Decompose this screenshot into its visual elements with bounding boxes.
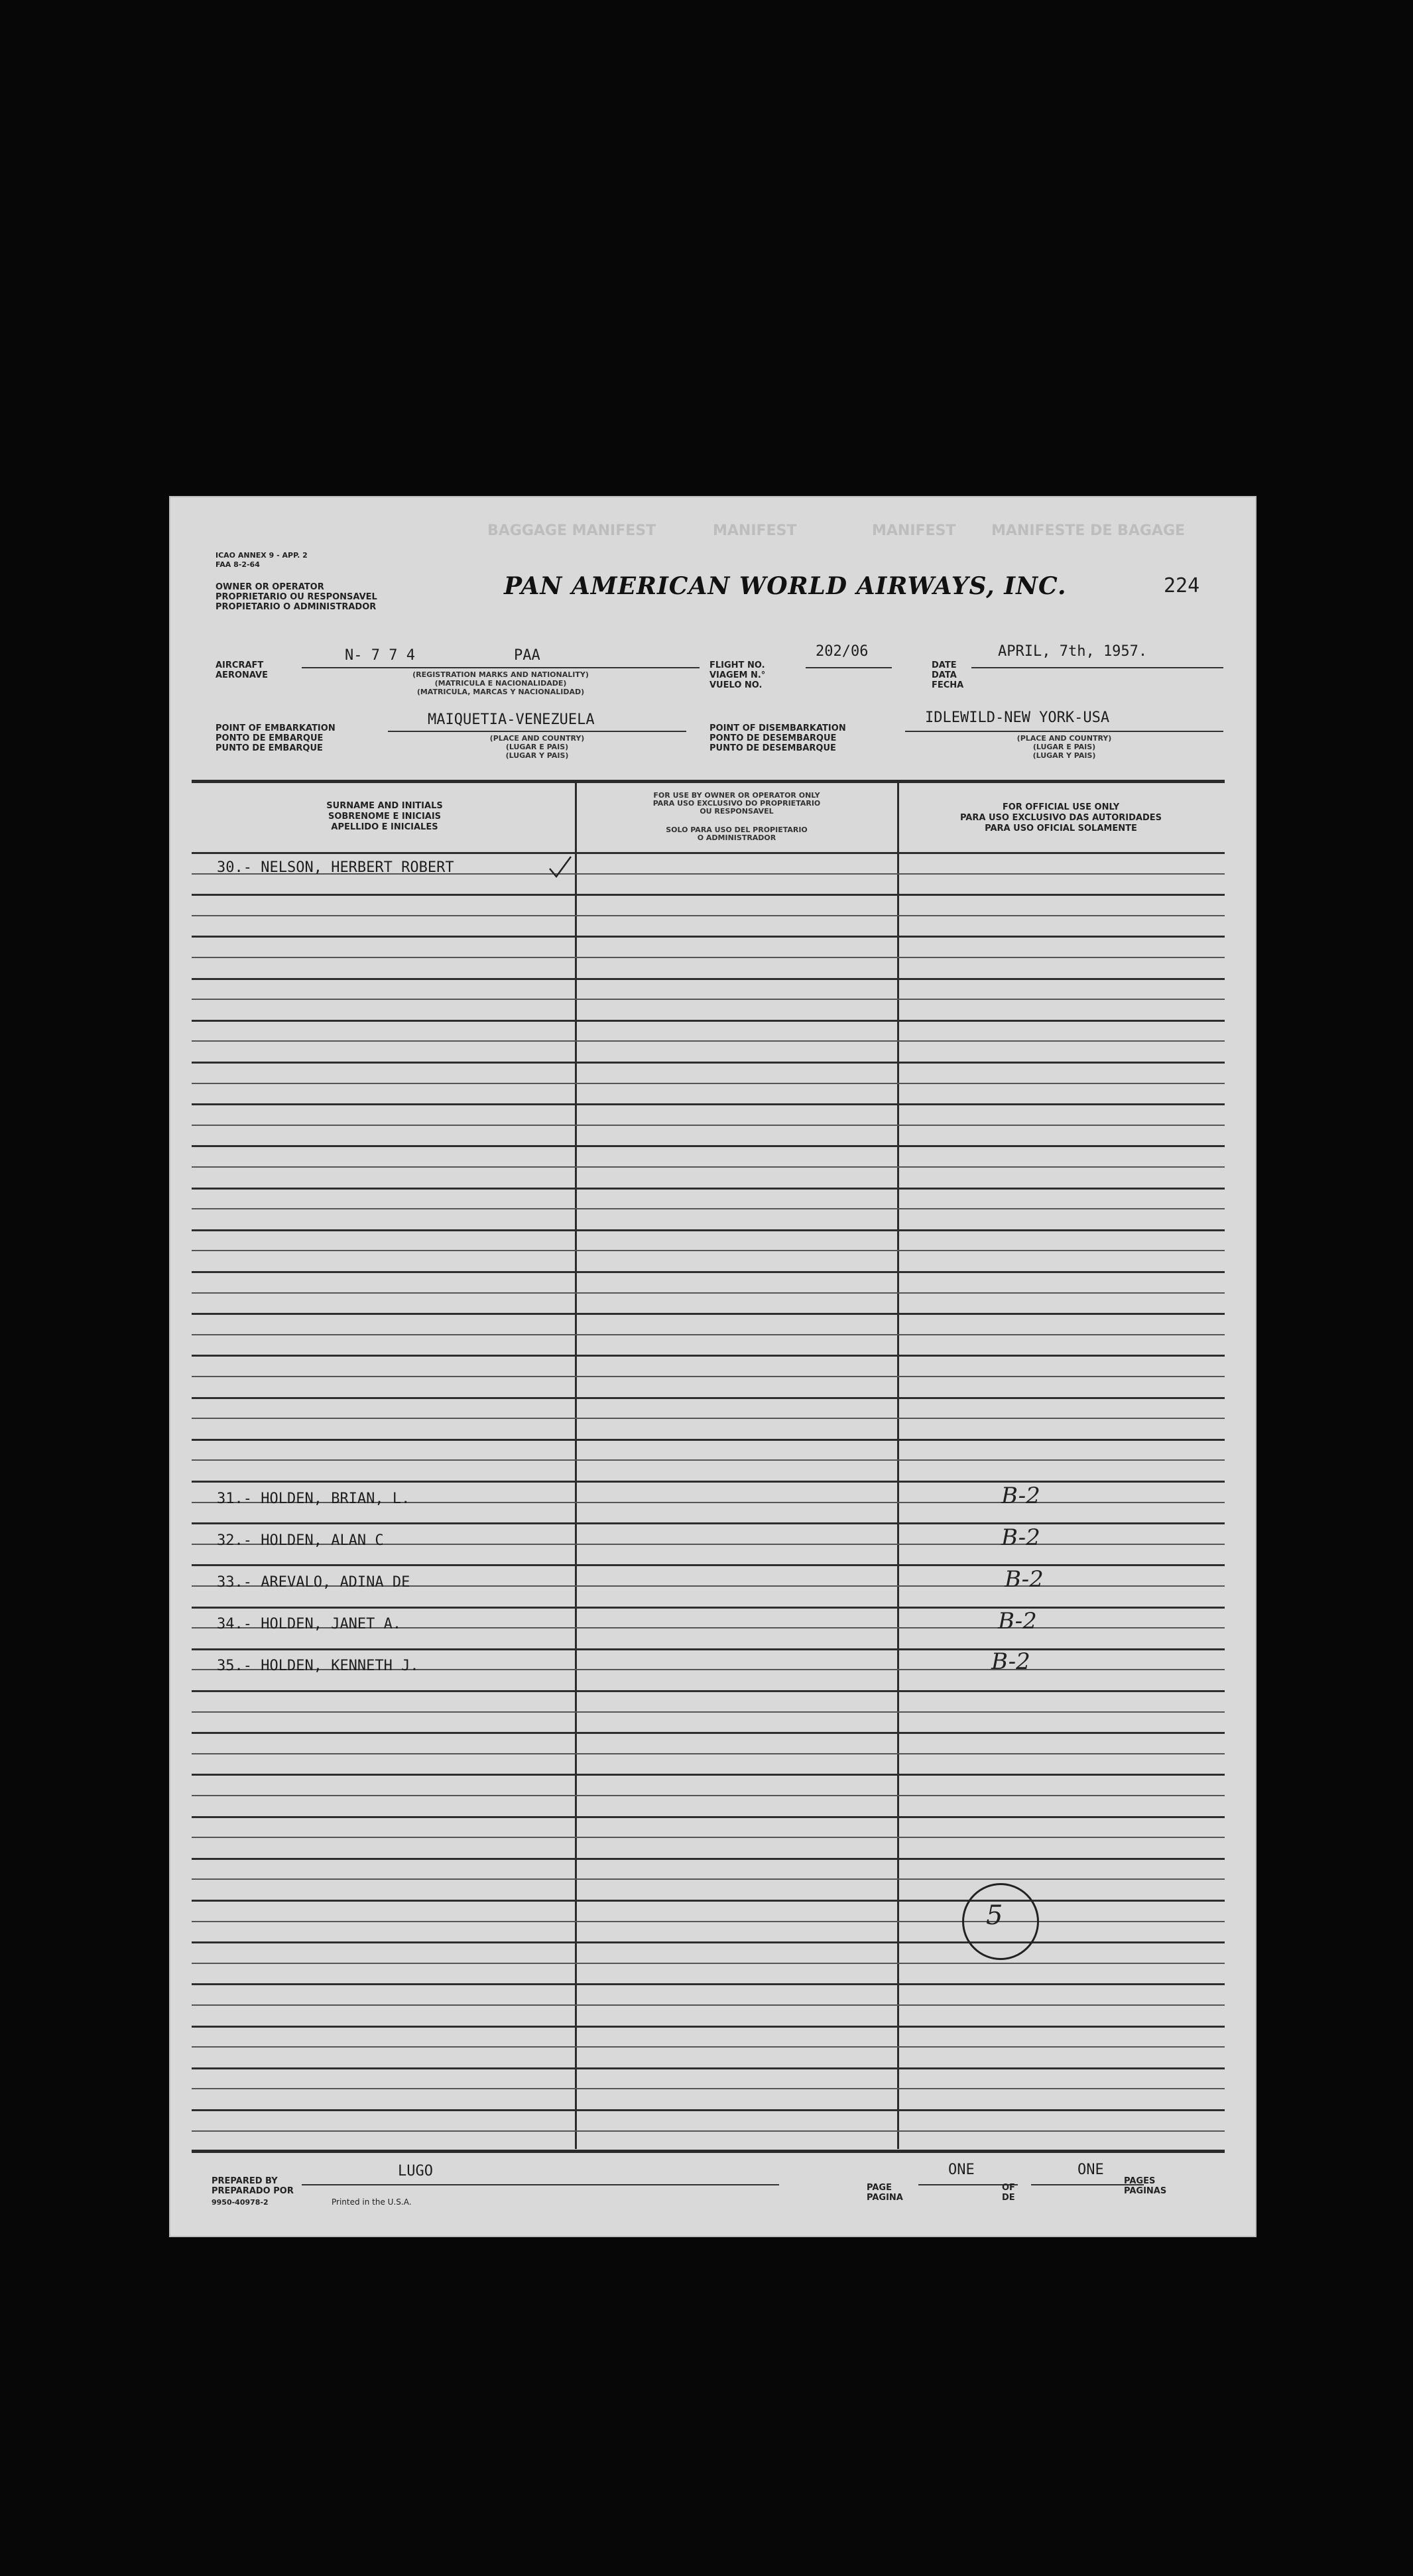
col3-header: PARA USO OFICIAL SOLAMENTE <box>985 824 1137 833</box>
ruled-line <box>192 1858 1225 1860</box>
ruled-line <box>192 1564 1225 1566</box>
ruled-line <box>192 2109 1225 2111</box>
col1-header: SURNAME AND INITIALS <box>326 801 443 811</box>
ruled-line <box>192 978 1225 980</box>
flight-label: FLIGHT NO. <box>709 660 765 670</box>
ruled-line <box>192 1459 1225 1461</box>
passenger-number: 32.- <box>217 1532 252 1549</box>
of-label: OF <box>1002 2183 1015 2193</box>
faint-label: BAGGAGE MANIFEST <box>487 522 656 539</box>
aircraft-sub: (MATRICULA E NACIONALIDADE) <box>434 679 567 688</box>
embarkation-underline <box>388 731 686 732</box>
ruled-line <box>192 1040 1225 1042</box>
date-underline <box>971 667 1223 668</box>
disembarkation-sub: (LUGAR E PAIS) <box>1032 743 1096 751</box>
ruled-line <box>192 2088 1225 2089</box>
annex-line: FAA 8-2-64 <box>215 560 260 569</box>
passenger-name: HOLDEN, BRIAN, L. <box>261 1491 410 1507</box>
embarkation-sub: (PLACE AND COUNTRY) <box>489 734 585 743</box>
ruled-line <box>192 1166 1225 1168</box>
ruled-line <box>192 1397 1225 1399</box>
owner-label: PROPIETARIO O ADMINISTRADOR <box>215 602 377 612</box>
ruled-line <box>192 1334 1225 1335</box>
annex-line: ICAO ANNEX 9 - APP. 2 <box>215 551 308 560</box>
ruled-line <box>192 1292 1225 1294</box>
passenger-name: HOLDEN, JANET A. <box>261 1616 402 1632</box>
table-bottom-rule <box>192 2150 1225 2153</box>
prepared-underline <box>302 2184 779 2185</box>
ruled-line <box>192 1125 1225 1126</box>
form-code: 9950-40978-2 <box>212 2198 269 2207</box>
column-divider <box>897 783 899 2149</box>
ruled-line <box>192 1900 1225 1902</box>
aircraft-sub: (REGISTRATION MARKS AND NATIONALITY) <box>412 670 589 679</box>
prepared-label: PREPARED BY <box>212 2176 278 2186</box>
of-label: DE <box>1002 2193 1015 2203</box>
faint-label: MANIFEST <box>713 522 797 539</box>
disembarkation-sub: (LUGAR Y PAIS) <box>1032 751 1096 760</box>
date-value: APRIL, 7th, 1957. <box>998 643 1148 660</box>
passenger-row-34 <box>217 1616 401 1632</box>
ruled-line <box>192 1522 1225 1524</box>
ruled-line <box>192 2046 1225 2048</box>
ruled-line <box>192 1774 1225 1776</box>
ruled-line <box>192 1271 1225 1273</box>
disembarkation-label: PUNTO DE DESEMBARQUE <box>709 743 836 753</box>
col2-header: FOR USE BY OWNER OR OPERATOR ONLY <box>653 791 820 800</box>
ruled-line <box>192 1313 1225 1315</box>
embarkation-sub: (LUGAR E PAIS) <box>505 743 569 751</box>
table-top-rule <box>192 780 1225 783</box>
passenger-number: 35.- <box>217 1658 252 1674</box>
ruled-line <box>192 1732 1225 1734</box>
passenger-name: NELSON, HERBERT ROBERT <box>261 859 454 876</box>
ruled-line <box>192 1711 1225 1713</box>
date-label: DATA <box>932 670 957 680</box>
ruled-line <box>192 1418 1225 1419</box>
faint-label: MANIFESTE DE BAGAGE <box>991 522 1186 539</box>
visa-mark: B-2 <box>1005 1566 1044 1593</box>
ruled-line <box>192 1983 1225 1985</box>
ruled-line <box>192 1250 1225 1251</box>
ruled-line <box>192 2130 1225 2132</box>
passenger-number: 30.- <box>217 859 252 876</box>
prepared-by-value: LUGO <box>398 2163 433 2179</box>
page-label: PAGE <box>867 2183 892 2193</box>
ruled-line <box>192 1607 1225 1609</box>
ruled-line <box>192 894 1225 896</box>
passenger-name: HOLDEN, ALAN C <box>261 1532 384 1549</box>
ruled-line <box>192 1921 1225 1922</box>
ruled-line <box>192 2004 1225 2006</box>
ruled-line <box>192 2026 1225 2028</box>
page-number: 224 <box>1164 574 1200 597</box>
col1-header: SOBRENOME E INICIAIS <box>328 812 442 822</box>
passenger-row-35 <box>217 1658 419 1674</box>
faint-label: MANIFEST <box>872 522 956 539</box>
aircraft-label: AERONAVE <box>215 670 269 680</box>
embarkation-label: POINT OF EMBARKATION <box>215 723 336 733</box>
disembarkation-value: IDLEWILD-NEW YORK-USA <box>925 709 1110 726</box>
passenger-row-31 <box>217 1491 410 1507</box>
manifest-page <box>169 496 1257 2237</box>
ruled-line <box>192 1753 1225 1754</box>
passenger-row-30 <box>217 859 454 876</box>
owner-label: OWNER OR OPERATOR <box>215 582 324 592</box>
pages-label: PAGINAS <box>1124 2186 1167 2196</box>
ruled-line <box>192 1648 1225 1650</box>
ruled-line <box>192 1145 1225 1147</box>
col2-header: O ADMINISTRADOR <box>697 833 776 842</box>
owner-label: PROPRIETARIO OU RESPONSAVEL <box>215 592 377 602</box>
ruled-line <box>192 1439 1225 1441</box>
ruled-line <box>192 957 1225 958</box>
check-mark-icon <box>547 854 574 881</box>
circled-count: 5 <box>986 1900 1003 1931</box>
col2-header: OU RESPONSAVEL <box>700 807 774 816</box>
ruled-line <box>192 852 1225 854</box>
pages-label: PAGES <box>1124 2176 1156 2186</box>
registration-value: N- 7 7 4 <box>345 647 415 664</box>
flight-label: VUELO NO. <box>709 680 763 690</box>
passenger-number: 33.- <box>217 1574 252 1591</box>
disembarkation-label: POINT OF DISEMBARKATION <box>709 723 846 733</box>
ruled-line <box>192 1878 1225 1880</box>
ruled-line <box>192 2067 1225 2069</box>
column-divider <box>575 783 577 2149</box>
embarkation-label: PONTO DE EMBARQUE <box>215 733 324 743</box>
visa-mark: B-2 <box>1001 1483 1040 1509</box>
embarkation-sub: (LUGAR Y PAIS) <box>505 751 569 760</box>
passenger-row-32 <box>217 1532 384 1549</box>
ruled-line <box>192 1208 1225 1209</box>
ruled-line <box>192 915 1225 916</box>
ruled-line <box>192 1376 1225 1377</box>
ruled-line <box>192 1062 1225 1064</box>
ruled-line <box>192 1481 1225 1483</box>
disembarkation-underline <box>905 731 1223 732</box>
ruled-line <box>192 1083 1225 1084</box>
ruled-line <box>192 1963 1225 1964</box>
aircraft-sub: (MATRICULA, MARCAS Y NACIONALIDAD) <box>416 688 585 696</box>
prepared-label: PREPARADO POR <box>212 2186 294 2196</box>
col3-header: FOR OFFICIAL USE ONLY <box>1002 802 1120 812</box>
pages-total-value: ONE <box>1077 2162 1104 2178</box>
aircraft-label: AIRCRAFT <box>215 660 264 670</box>
ruled-line <box>192 999 1225 1000</box>
ruled-line <box>192 1795 1225 1796</box>
col1-header: APELLIDO E INICIALES <box>331 822 438 832</box>
disembarkation-label: PONTO DE DESEMBARQUE <box>709 733 837 743</box>
aircraft-underline <box>302 667 700 668</box>
flight-label: VIAGEM N.° <box>709 670 766 680</box>
embarkation-value: MAIQUETIA-VENEZUELA <box>428 711 595 728</box>
col3-header: PARA USO EXCLUSIVO DAS AUTORIDADES <box>959 813 1162 823</box>
visa-mark: B-2 <box>1001 1524 1040 1551</box>
ruled-line <box>192 1690 1225 1692</box>
flight-number: 202/06 <box>816 643 869 660</box>
ruled-line <box>192 936 1225 938</box>
visa-mark: B-2 <box>998 1608 1037 1634</box>
page-of-value: ONE <box>948 2162 975 2178</box>
visa-mark: B-2 <box>991 1648 1030 1675</box>
date-label: FECHA <box>932 680 964 690</box>
date-label: DATE <box>932 660 957 670</box>
passenger-number: 31.- <box>217 1491 252 1507</box>
embarkation-label: PUNTO DE EMBARQUE <box>215 743 323 753</box>
ruled-line <box>192 1103 1225 1105</box>
disembarkation-sub: (PLACE AND COUNTRY) <box>1016 734 1112 743</box>
page-label: PAGINA <box>867 2193 903 2203</box>
col2-header: SOLO PARA USO DEL PROPIETARIO <box>666 826 808 834</box>
ruled-line <box>192 1020 1225 1022</box>
passenger-name: HOLDEN, KENNETH J. <box>261 1658 419 1674</box>
nationality-value: PAA <box>514 647 540 664</box>
ruled-line <box>192 1837 1225 1838</box>
col2-header: PARA USO EXCLUSIVO DO PROPRIETARIO <box>652 799 821 808</box>
passenger-number: 34.- <box>217 1616 252 1632</box>
flight-underline <box>806 667 892 668</box>
ruled-line <box>192 1229 1225 1231</box>
ruled-line <box>192 1941 1225 1943</box>
passenger-name: AREVALO, ADINA DE <box>261 1574 410 1591</box>
ruled-line <box>192 1188 1225 1190</box>
ruled-line <box>192 1816 1225 1818</box>
ruled-line <box>192 1355 1225 1357</box>
passenger-row-33 <box>217 1574 410 1591</box>
company-name: PAN AMERICAN WORLD AIRWAYS, INC. <box>504 572 1067 600</box>
printed-note: Printed in the U.S.A. <box>332 2197 412 2207</box>
